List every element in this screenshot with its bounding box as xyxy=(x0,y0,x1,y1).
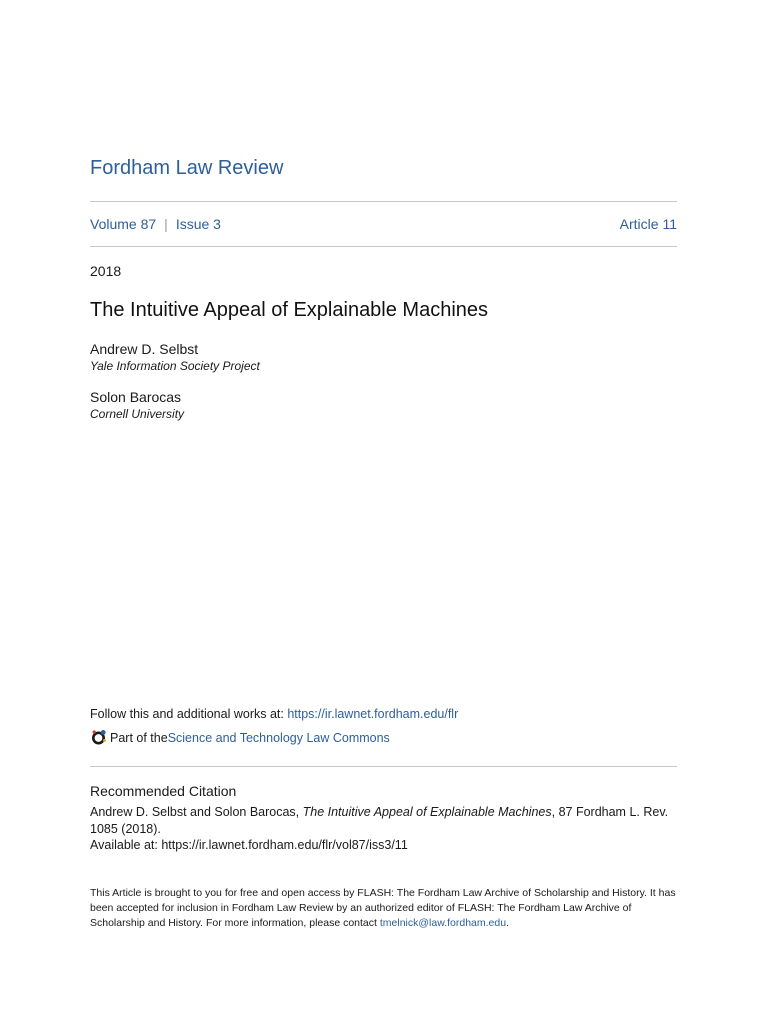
issue-link[interactable]: Issue 3 xyxy=(175,216,221,232)
footer-text: This Article is brought to you for free and open access by FLASH: The Fordham Law Archive of Scholarship and History. It has been accepted for inclusion in Fordham Law Review by an authorized editor of FLASH: The Fordham Law Archive of Scholarship and History. For more information, please contact xyxy=(90,887,676,929)
issue-bar xyxy=(90,214,677,234)
footer-end: . xyxy=(506,917,509,929)
issue-separator: | xyxy=(164,216,168,232)
part-of-prefix: Part of the xyxy=(110,730,168,745)
follow-prefix: Follow this and additional works at: xyxy=(90,707,288,721)
commons-link[interactable]: Science and Technology Law Commons xyxy=(167,730,390,745)
author-affiliation: Yale Information Society Project xyxy=(90,359,260,373)
publication-year: 2018 xyxy=(90,263,122,279)
volume-link[interactable]: Volume 87 xyxy=(90,216,157,232)
article-title: The Intuitive Appeal of Explainable Machines xyxy=(90,299,489,321)
journal-title-link[interactable]: Fordham Law Review xyxy=(90,157,284,179)
divider-top xyxy=(90,201,677,202)
follow-line xyxy=(90,707,458,721)
contact-email-link[interactable]: tmelnick@law.fordham.edu xyxy=(379,917,507,929)
commons-network-icon xyxy=(90,729,107,746)
author-name: Andrew D. Selbst xyxy=(90,341,199,357)
part-of-line xyxy=(90,729,390,746)
author-affiliation: Cornell University xyxy=(90,407,185,421)
citation-heading: Recommended Citation xyxy=(90,783,237,799)
divider-citation xyxy=(90,766,677,767)
citation-rest: , 87 Fordham L. Rev. 1085 (2018). xyxy=(90,805,669,836)
repository-url-link[interactable]: https://ir.lawnet.fordham.edu/flr xyxy=(287,707,459,721)
citation-authors: Andrew D. Selbst and Solon Barocas, xyxy=(90,805,303,819)
article-number-link[interactable]: Article 11 xyxy=(619,216,677,232)
available-prefix: Available at: xyxy=(90,838,162,852)
footer-notice xyxy=(90,886,680,931)
divider-issue xyxy=(90,246,677,247)
available-url: https://ir.lawnet.fordham.edu/flr/vol87/iss3/11 xyxy=(161,838,408,852)
citation-title: The Intuitive Appeal of Explainable Machines xyxy=(302,805,552,819)
author-name: Solon Barocas xyxy=(90,389,182,405)
citation-body xyxy=(90,804,680,854)
